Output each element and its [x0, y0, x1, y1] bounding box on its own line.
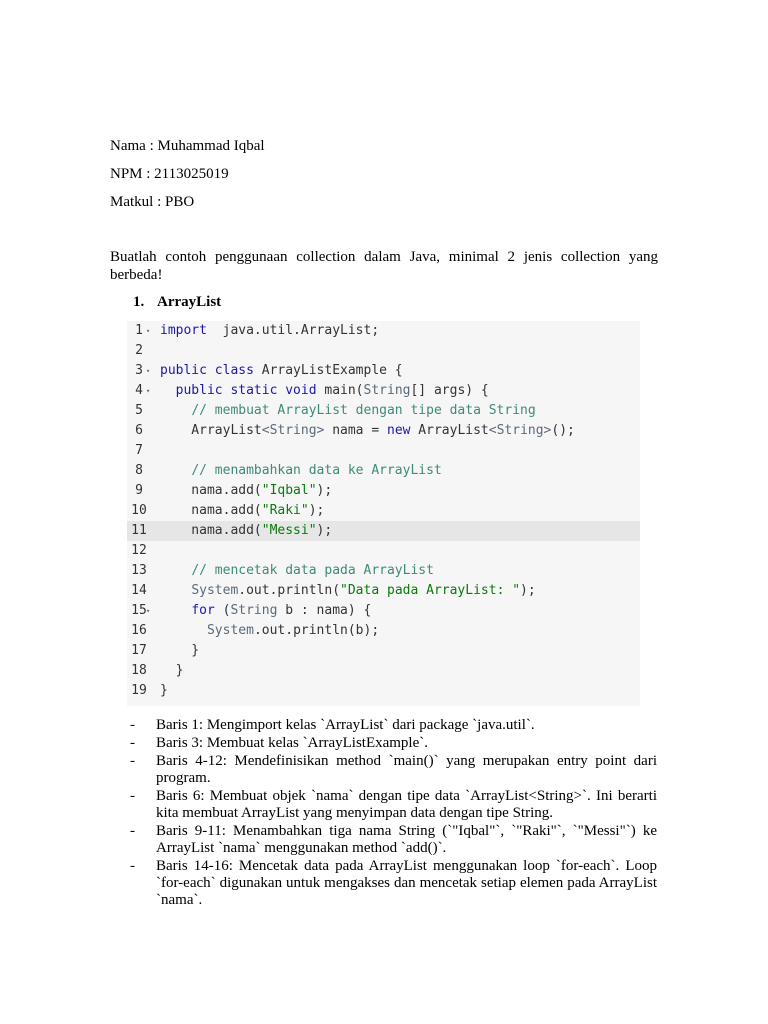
code-line	[127, 641, 640, 661]
code-line	[127, 341, 640, 361]
section-title: ArrayList	[157, 294, 222, 310]
code-line	[127, 441, 640, 461]
line-number: 3	[135, 363, 143, 378]
line-number: 1	[135, 323, 143, 338]
list-item	[130, 753, 657, 787]
code-line	[127, 521, 640, 541]
code-line	[127, 421, 640, 441]
list-item-text: Baris 9-11: Menambahkan tiga nama String (`"Iqbal"`, `"Raki"`, `"Messi"`) ke ArrayList `nama` menggunakan method `add()`.	[156, 823, 657, 856]
code-line	[127, 401, 640, 421]
line-number: 2	[135, 343, 143, 358]
code-line	[127, 481, 640, 501]
code-text: // mencetak data pada ArrayList	[191, 563, 434, 578]
code-text: ArrayList<String> nama = new ArrayList<String>();	[160, 423, 575, 438]
list-item	[130, 735, 657, 752]
code-text: public class ArrayListExample {	[160, 363, 403, 378]
fold-arrow-icon[interactable]: ▾	[146, 327, 151, 335]
code-line	[127, 601, 640, 621]
code-line	[127, 561, 640, 581]
line-number: 18	[131, 663, 147, 678]
code-text: nama.add("Raki");	[160, 503, 325, 518]
student-name: Nama : Muhammad Iqbal	[110, 138, 265, 154]
line-number: 10	[131, 503, 147, 518]
code-line	[127, 681, 640, 701]
line-number: 7	[135, 443, 143, 458]
code-block	[127, 321, 640, 706]
list-item-text: Baris 1: Mengimport kelas `ArrayList` dari package `java.util`.	[156, 717, 535, 733]
code-line	[127, 321, 640, 341]
code-text: nama.add("Iqbal");	[160, 483, 333, 498]
line-number: 5	[135, 403, 143, 418]
code-line	[127, 621, 640, 641]
explanation-list	[130, 717, 657, 910]
code-line	[127, 361, 640, 381]
fold-arrow-icon[interactable]: ▾	[146, 607, 151, 615]
list-item-text: Baris 3: Membuat kelas `ArrayListExample`.	[156, 735, 429, 751]
task-instruction: Buatlah contoh penggunaan collection dalam Java, minimal 2 jenis collection yang berbeda!	[110, 249, 658, 283]
student-npm: NPM : 2113025019	[110, 166, 229, 182]
code-text: // membuat ArrayList dengan tipe data String	[191, 403, 536, 418]
line-number: 4	[135, 383, 143, 398]
course-name: Matkul : PBO	[110, 194, 195, 210]
line-number: 14	[131, 583, 147, 598]
list-item	[130, 858, 657, 909]
list-item-text: Baris 4-12: Mendefinisikan method `main()` yang merupakan entry point dari program.	[156, 753, 657, 786]
bullet-dash: -	[130, 788, 135, 804]
bullet-dash: -	[130, 753, 135, 769]
code-line	[127, 661, 640, 681]
fold-arrow-icon[interactable]: ▾	[146, 367, 151, 375]
code-text: }	[160, 683, 168, 698]
line-number: 16	[131, 623, 147, 638]
list-item	[130, 717, 657, 734]
code-line	[127, 461, 640, 481]
code-text: public static void main(String[] args) {	[175, 383, 489, 398]
code-line	[127, 381, 640, 401]
line-number: 9	[135, 483, 143, 498]
list-item	[130, 788, 657, 822]
line-number: 17	[131, 643, 147, 658]
line-number: 6	[135, 423, 143, 438]
code-line	[127, 501, 640, 521]
section-number: 1.	[133, 294, 145, 310]
code-text: System.out.println(b);	[206, 623, 380, 638]
list-item-text: Baris 14-16: Mencetak data pada ArrayList menggunakan loop `for-each`. Loop `for-each` digunakan untuk mengakses dan mencetak setiap elemen pada ArrayList `nama`.	[156, 858, 657, 908]
section-heading	[133, 293, 221, 311]
bullet-dash: -	[130, 823, 135, 839]
line-number: 19	[131, 683, 147, 698]
code-text: import java.util.ArrayList;	[160, 323, 380, 338]
bullet-dash: -	[130, 858, 135, 874]
list-item-text: Baris 6: Membuat objek `nama` dengan tipe data `ArrayList<String>`. Ini berarti kita membuat ArrayList yang menyimpan data dengan tipe String.	[156, 788, 657, 821]
line-number: 15	[131, 603, 147, 618]
code-text: }	[160, 663, 184, 678]
list-item	[130, 823, 657, 857]
code-line	[127, 581, 640, 601]
fold-arrow-icon[interactable]: ▾	[146, 387, 151, 395]
bullet-dash: -	[130, 717, 135, 733]
code-text: nama.add("Messi");	[160, 523, 333, 538]
code-text: }	[160, 643, 200, 658]
line-number: 11	[131, 523, 147, 538]
bullet-dash: -	[130, 735, 135, 751]
line-number: 12	[131, 543, 147, 558]
line-number: 8	[135, 463, 143, 478]
line-number: 13	[131, 563, 147, 578]
code-text: for (String b : nama) {	[191, 603, 372, 618]
code-line	[127, 541, 640, 561]
code-text: System.out.println("Data pada ArrayList: ");	[191, 583, 536, 598]
code-text: // menambahkan data ke ArrayList	[191, 463, 442, 478]
